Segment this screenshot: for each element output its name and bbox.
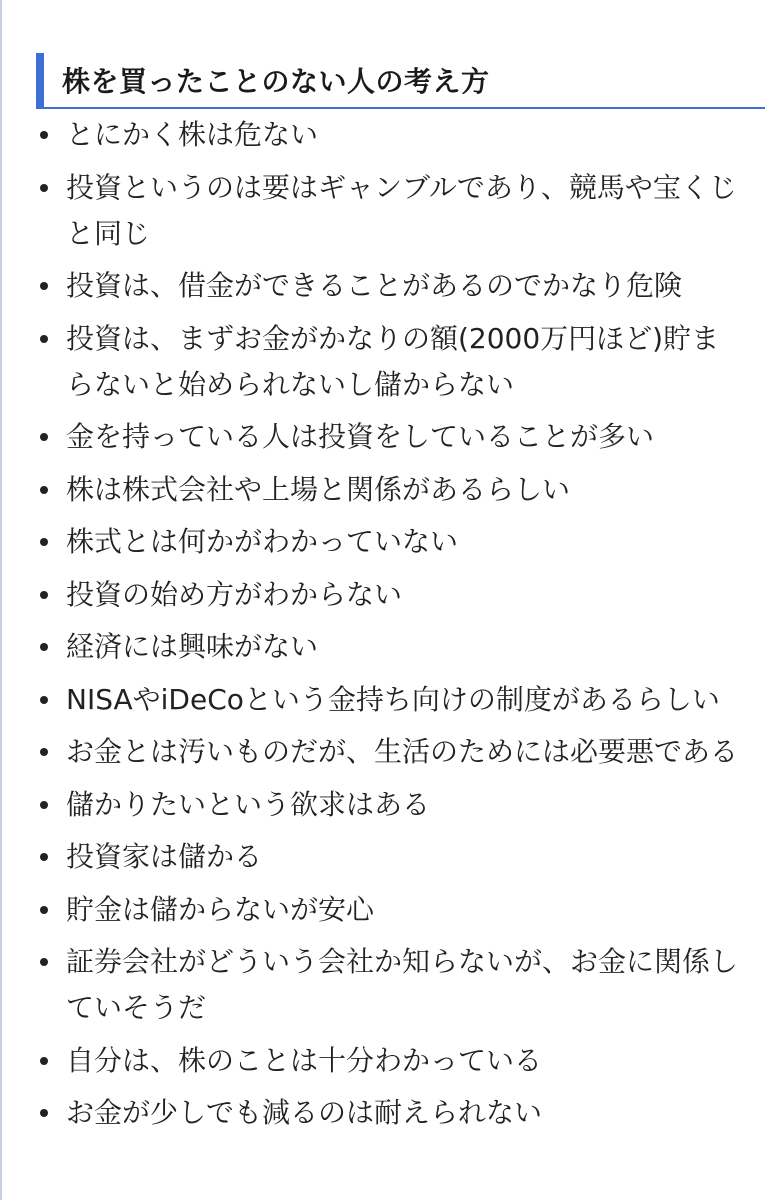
bullet-icon	[40, 853, 48, 861]
list-item-text: 投資は、まずお金がかなりの額(2000万円ほど)貯まらないと始められないし儲からない	[66, 321, 720, 401]
list-item	[36, 414, 741, 460]
bullet-icon	[40, 131, 48, 139]
bullet-icon	[40, 801, 48, 809]
list-item	[36, 519, 741, 565]
bullet-icon	[40, 433, 48, 441]
bullet-icon	[40, 748, 48, 756]
bullet-icon	[40, 486, 48, 494]
bullet-icon	[40, 591, 48, 599]
list-item-text: 投資は、借金ができることがあるのでかなり危険	[66, 269, 683, 302]
list-item-text: 貯金は儲からないが安心	[66, 892, 375, 926]
bullet-icon	[40, 282, 48, 290]
list-item-text: 投資の始め方がわからない	[66, 577, 403, 611]
list-item-text: NISAやiDeCoという金持ち向けの制度があるらしい	[66, 682, 720, 716]
bullet-icon	[40, 538, 48, 546]
bullet-icon	[40, 1109, 48, 1117]
bullet-icon	[40, 335, 48, 343]
bullet-icon	[40, 1057, 48, 1065]
list-item-text: 証券会社がどういう会社か知らないが、お金に関係していそうだ	[66, 945, 739, 1024]
list-item	[36, 316, 741, 408]
list-item-text: 投資というのは要はギャンブルであり、競馬や宝くじと同じ	[66, 170, 737, 250]
list-item-text: とにかく株は危ない	[66, 118, 319, 151]
list-item	[36, 834, 741, 880]
bullet-list	[36, 112, 741, 1143]
list-item-text: 経済には興味がない	[66, 630, 319, 663]
list-item-text: 投資家は儲かる	[66, 840, 263, 873]
bullet-icon	[40, 906, 48, 914]
list-item	[36, 572, 741, 618]
bullet-icon	[40, 643, 48, 651]
list-item	[36, 1038, 741, 1084]
list-item	[36, 782, 741, 828]
list-item-text: 株式とは何かがわかっていない	[66, 525, 459, 558]
list-item	[36, 1090, 741, 1136]
list-item-text: 儲かりたいという欲求はある	[66, 787, 431, 821]
list-item	[36, 939, 741, 1031]
list-item	[36, 112, 741, 158]
list-item	[36, 624, 741, 670]
bullet-icon	[40, 958, 48, 966]
list-item-text: 自分は、株のことは十分わかっている	[66, 1043, 543, 1077]
list-item	[36, 263, 741, 309]
bullet-icon	[40, 184, 48, 192]
list-item	[36, 467, 741, 513]
list-item-text: 金を持っている人は投資をしていることが多い	[66, 420, 655, 453]
list-item	[36, 887, 741, 933]
list-item-text: お金とは汚いものだが、生活のためには必要悪である	[66, 735, 739, 768]
list-item-text: お金が少しでも減るのは耐えられない	[66, 1096, 543, 1129]
list-item	[36, 729, 741, 775]
list-item	[36, 165, 741, 257]
list-item-text: 株は株式会社や上場と関係があるらしい	[66, 472, 571, 506]
bullet-icon	[40, 696, 48, 704]
list-item	[36, 677, 741, 723]
section-heading: 株を買ったことのない人の考え方	[36, 53, 765, 109]
